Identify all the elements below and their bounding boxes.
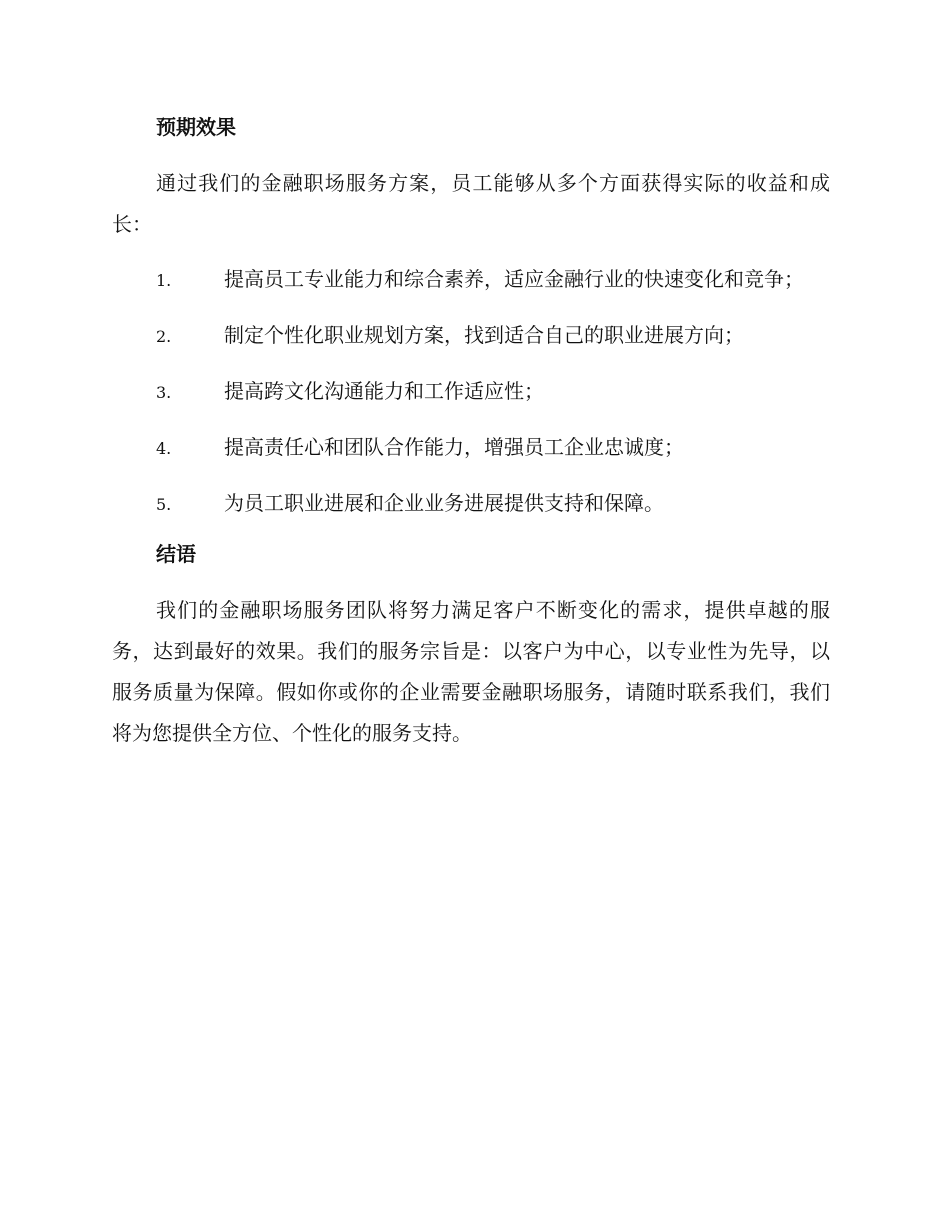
list-item xyxy=(112,315,830,357)
conclusion-paragraph: 我们的金融职场服务团队将努力满足客户不断变化的需求，提供卓越的服务，达到最好的效果。我们的服务宗旨是：以客户为中心，以专业性为先导，以服务质量为保障。假如你或你的企业需要金融职场服务，请随时联系我们，我们将为您提供全方位、个性化的服务支持。 xyxy=(112,598,830,745)
list-item-text: 制定个性化职业规划方案，找到适合自己的职业进展方向； xyxy=(224,323,744,347)
list-item xyxy=(112,259,830,301)
list-item-number: 2. xyxy=(156,327,172,346)
list-item-text: 提高员工专业能力和综合素养，适应金融行业的快速变化和竞争； xyxy=(224,267,804,291)
list-item xyxy=(112,371,830,413)
spacer xyxy=(112,146,830,163)
list-item xyxy=(112,483,830,525)
list-item-number: 3. xyxy=(156,383,172,402)
benefits-list xyxy=(112,259,830,525)
section-heading-expected-effects: 预期效果 xyxy=(156,115,236,139)
list-item-text: 提高跨文化沟通能力和工作适应性； xyxy=(224,379,544,403)
intro-paragraph: 通过我们的金融职场服务方案，员工能够从多个方面获得实际的收益和成长： xyxy=(112,171,830,236)
document-page xyxy=(112,108,830,754)
spacer xyxy=(112,573,830,590)
list-item-number: 5. xyxy=(156,495,172,514)
list-item-text: 为员工职业进展和企业业务进展提供支持和保障。 xyxy=(224,491,664,515)
list-item xyxy=(112,427,830,469)
list-item-number: 1. xyxy=(156,271,172,290)
list-item-text: 提高责任心和团队合作能力，增强员工企业忠诚度； xyxy=(224,435,684,459)
list-item-number: 4. xyxy=(156,439,172,458)
section-heading-conclusion: 结语 xyxy=(156,542,196,566)
